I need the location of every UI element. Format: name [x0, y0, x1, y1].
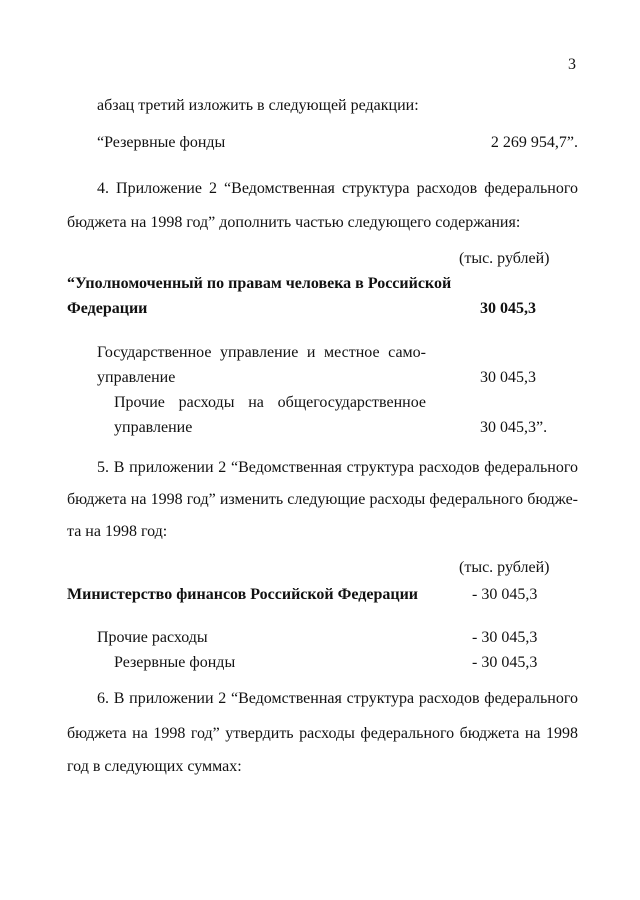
section4-heading-line2: Федерации — [67, 300, 148, 317]
section4-row2-line2: управление — [114, 419, 193, 436]
section4-row1-line2: управление — [97, 369, 176, 386]
section5-line2: бюджета на 1998 год” изменить следующие расходы федерального бюдже- — [67, 491, 578, 508]
section6-line2: бюджета на 1998 год” утвердить расходы федерального бюджета на 1998 — [67, 725, 578, 742]
section5-row2: Резервные фонды — [114, 654, 236, 671]
reserve-funds-value: 2 269 954,7”. — [490, 134, 578, 151]
section5-row1-value: - 30 045,3 — [472, 629, 538, 646]
section4-heading-line1: “Уполномоченный по правам человека в Российской — [67, 275, 452, 292]
section4-row1-line1: Государственное управление и местное само- — [97, 344, 426, 361]
reserve-funds-label: “Резервные фонды — [97, 134, 226, 151]
section5-heading: Министерство финансов Российской Федерации — [67, 586, 419, 603]
section6-line1: 6. В приложении 2 “Ведомственная структура расходов федерального — [97, 690, 578, 707]
page-number: 3 — [568, 56, 576, 73]
intro-text: абзац третий изложить в следующей редакции: — [97, 97, 419, 114]
section5-line3: та на 1998 год: — [67, 523, 168, 540]
section5-row1: Прочие расходы — [97, 629, 208, 646]
section5-units: (тыс. рублей) — [459, 559, 550, 576]
section4-heading-value: 30 045,3 — [480, 300, 536, 317]
section4-row1-value: 30 045,3 — [480, 369, 536, 386]
section4-line1: 4. Приложение 2 “Ведомственная структура расходов федерального — [97, 180, 578, 197]
section4-line2: бюджета на 1998 год” дополнить частью следующего содержания: — [67, 214, 521, 231]
section5-heading-value: - 30 045,3 — [472, 586, 538, 603]
section4-units: (тыс. рублей) — [459, 250, 550, 267]
section4-row2-value: 30 045,3”. — [480, 419, 548, 436]
section6-line3: год в следующих суммах: — [67, 758, 242, 775]
section5-line1: 5. В приложении 2 “Ведомственная структура расходов федерального — [97, 459, 578, 476]
section4-row2-line1: Прочие расходы на общегосударственное — [114, 394, 426, 411]
section5-row2-value: - 30 045,3 — [472, 654, 538, 671]
